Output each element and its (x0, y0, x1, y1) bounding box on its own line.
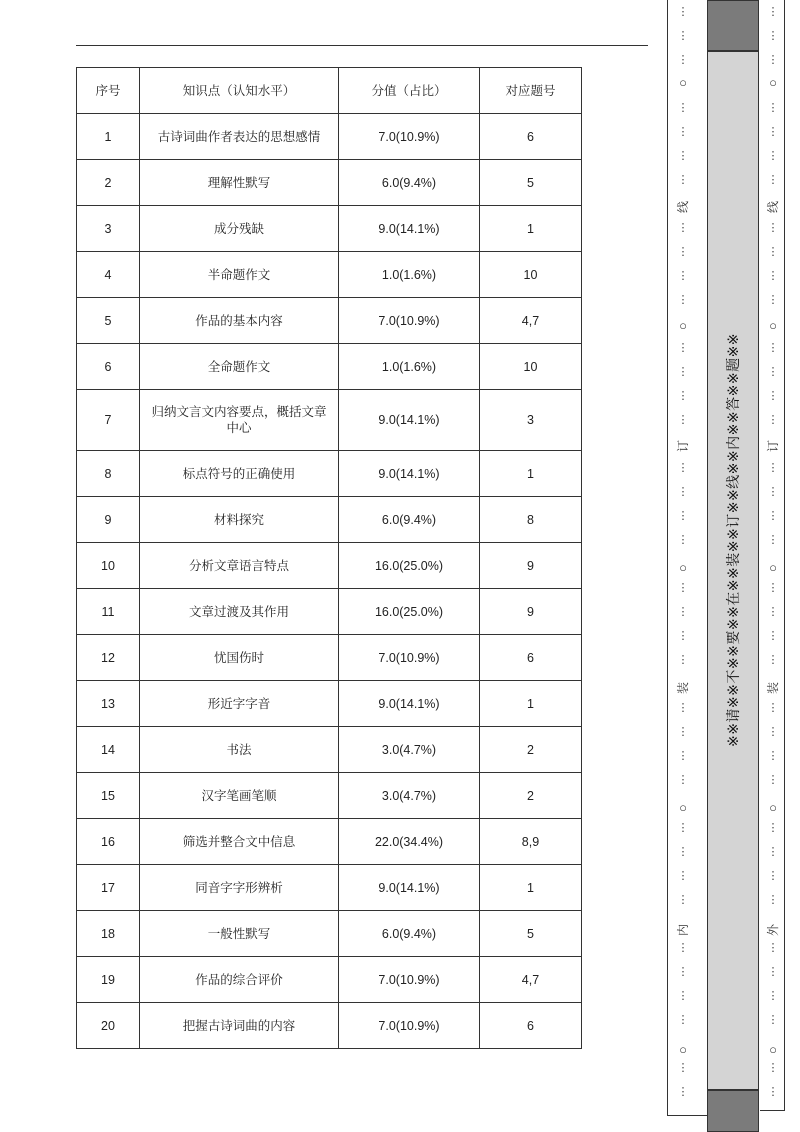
cell-score: 3.0(4.7%) (339, 773, 480, 819)
binding-dot-mark: ⋮ (677, 750, 689, 762)
table-row (77, 344, 582, 390)
binding-dot-mark: ⋮ (677, 366, 689, 378)
binding-dot-mark: ⋮ (767, 990, 779, 1002)
cell-topic: 理解性默写 (140, 160, 339, 206)
cell-no: 3 (77, 206, 140, 252)
cell-items: 1 (480, 451, 582, 497)
binding-block-bottom (707, 1090, 759, 1132)
cell-topic: 把握古诗词曲的内容 (140, 1003, 339, 1049)
binding-word-outside: 外 (766, 924, 780, 937)
binding-dot-mark: ⋮ (767, 1014, 779, 1026)
cell-items: 4,7 (480, 957, 582, 1003)
binding-circle-mark: ○ (769, 800, 777, 815)
binding-dot-mark: ⋮ (767, 222, 779, 234)
binding-dot-mark: ⋮ (767, 630, 779, 642)
binding-dot-mark: ⋮ (677, 126, 689, 138)
cell-topic: 全命题作文 (140, 344, 339, 390)
binding-dot-mark: ⋮ (677, 726, 689, 738)
table-row (77, 635, 582, 681)
cell-score: 9.0(14.1%) (339, 681, 480, 727)
binding-dot-mark: ⋮ (677, 6, 689, 18)
binding-dot-mark: ⋮ (767, 606, 779, 618)
cell-no: 15 (77, 773, 140, 819)
table-header-row (77, 68, 582, 114)
binding-dot-mark: ⋮ (767, 774, 779, 786)
cell-score: 1.0(1.6%) (339, 344, 480, 390)
cell-topic: 成分残缺 (140, 206, 339, 252)
cell-topic: 文章过渡及其作用 (140, 589, 339, 635)
cell-items: 1 (480, 865, 582, 911)
cell-no: 4 (77, 252, 140, 298)
table-row (77, 114, 582, 160)
cell-no: 1 (77, 114, 140, 160)
binding-dot-mark: ⋮ (677, 630, 689, 642)
cell-items: 3 (480, 390, 582, 451)
cell-score: 7.0(10.9%) (339, 114, 480, 160)
table-row (77, 727, 582, 773)
binding-dot-mark: ⋮ (767, 462, 779, 474)
cell-items: 1 (480, 206, 582, 252)
cell-items: 10 (480, 252, 582, 298)
binding-block-top (707, 0, 759, 51)
cell-score: 1.0(1.6%) (339, 252, 480, 298)
cell-items: 8 (480, 497, 582, 543)
binding-circle-mark: ○ (769, 75, 777, 90)
table-row (77, 497, 582, 543)
binding-dot-mark: ⋮ (767, 726, 779, 738)
cell-items: 10 (480, 344, 582, 390)
knowledge-table (76, 67, 582, 1049)
binding-dot-mark: ⋮ (677, 894, 689, 906)
binding-dot-mark: ⋮ (767, 390, 779, 402)
cell-no: 10 (77, 543, 140, 589)
cell-score: 7.0(10.9%) (339, 635, 480, 681)
binding-word-bind: 订 (676, 440, 690, 453)
binding-dot-mark: ⋮ (767, 126, 779, 138)
cell-score: 6.0(9.4%) (339, 911, 480, 957)
cell-no: 8 (77, 451, 140, 497)
binding-dot-mark: ⋮ (677, 534, 689, 546)
cell-no: 17 (77, 865, 140, 911)
binding-word-mount: 装 (766, 682, 780, 695)
binding-dot-mark: ⋮ (767, 246, 779, 258)
cell-topic: 分析文章语言特点 (140, 543, 339, 589)
binding-dot-mark: ⋮ (677, 606, 689, 618)
binding-dot-mark: ⋮ (677, 822, 689, 834)
binding-dot-mark: ⋮ (677, 54, 689, 66)
binding-dot-mark: ⋮ (767, 486, 779, 498)
binding-dot-mark: ⋮ (767, 102, 779, 114)
binding-dot-mark: ⋮ (767, 6, 779, 18)
cell-no: 20 (77, 1003, 140, 1049)
binding-word-mount: 装 (676, 682, 690, 695)
cell-topic: 作品的基本内容 (140, 298, 339, 344)
binding-dot-mark: ⋮ (677, 654, 689, 666)
binding-dot-mark: ⋮ (677, 582, 689, 594)
cell-score: 6.0(9.4%) (339, 160, 480, 206)
cell-no: 12 (77, 635, 140, 681)
table-row (77, 957, 582, 1003)
binding-dot-mark: ⋮ (677, 222, 689, 234)
binding-dot-mark: ⋮ (677, 150, 689, 162)
binding-dot-mark: ⋮ (677, 942, 689, 954)
header-rule (76, 45, 648, 46)
cell-items: 5 (480, 911, 582, 957)
binding-word-line: 线 (766, 201, 780, 214)
binding-circle-mark: ○ (769, 1042, 777, 1057)
cell-topic: 归纳文言文内容要点，概括文章中心 (140, 390, 339, 451)
binding-dot-mark: ⋮ (677, 486, 689, 498)
binding-dot-mark: ⋮ (677, 102, 689, 114)
cell-items: 8,9 (480, 819, 582, 865)
binding-marks-inner (673, 0, 693, 1132)
table-row (77, 819, 582, 865)
cell-items: 4,7 (480, 298, 582, 344)
binding-dot-mark: ⋮ (767, 174, 779, 186)
cell-topic: 筛选并整合文中信息 (140, 819, 339, 865)
cell-topic: 一般性默写 (140, 911, 339, 957)
cell-topic: 古诗词曲作者表达的思想感情 (140, 114, 339, 160)
cell-score: 7.0(10.9%) (339, 1003, 480, 1049)
cell-no: 16 (77, 819, 140, 865)
binding-dot-mark: ⋮ (677, 1062, 689, 1074)
binding-dot-mark: ⋮ (767, 942, 779, 954)
cell-score: 9.0(14.1%) (339, 451, 480, 497)
cell-score: 3.0(4.7%) (339, 727, 480, 773)
binding-dot-mark: ⋮ (767, 414, 779, 426)
binding-dot-mark: ⋮ (677, 1086, 689, 1098)
binding-dot-mark: ⋮ (677, 990, 689, 1002)
binding-dot-mark: ⋮ (767, 270, 779, 282)
cell-score: 16.0(25.0%) (339, 543, 480, 589)
cell-items: 5 (480, 160, 582, 206)
cell-no: 18 (77, 911, 140, 957)
binding-word-bind: 订 (766, 440, 780, 453)
cell-items: 6 (480, 114, 582, 160)
binding-dot-mark: ⋮ (677, 966, 689, 978)
cell-topic: 书法 (140, 727, 339, 773)
binding-dot-mark: ⋮ (767, 870, 779, 882)
table-row (77, 160, 582, 206)
cell-items: 1 (480, 681, 582, 727)
cell-no: 7 (77, 390, 140, 451)
binding-dot-mark: ⋮ (767, 342, 779, 354)
cell-score: 16.0(25.0%) (339, 589, 480, 635)
binding-dot-mark: ⋮ (767, 1086, 779, 1098)
no-answer-warning: ※※请※※不※※要※※在※※装※※订※※线※※内※※答※※题※※ (725, 332, 741, 748)
binding-dot-mark: ⋮ (767, 702, 779, 714)
table-row (77, 298, 582, 344)
header-items: 对应题号 (480, 68, 582, 114)
binding-dot-mark: ⋮ (677, 870, 689, 882)
cell-no: 13 (77, 681, 140, 727)
binding-circle-mark: ○ (679, 800, 687, 815)
table-row (77, 911, 582, 957)
cell-score: 22.0(34.4%) (339, 819, 480, 865)
binding-dot-mark: ⋮ (677, 342, 689, 354)
cell-no: 2 (77, 160, 140, 206)
cell-topic: 形近字字音 (140, 681, 339, 727)
cell-items: 9 (480, 543, 582, 589)
cell-items: 6 (480, 1003, 582, 1049)
cell-topic: 材料探究 (140, 497, 339, 543)
binding-dot-mark: ⋮ (677, 246, 689, 258)
binding-dot-mark: ⋮ (677, 510, 689, 522)
table-row (77, 543, 582, 589)
table-row (77, 865, 582, 911)
cell-score: 9.0(14.1%) (339, 865, 480, 911)
cell-topic: 作品的综合评价 (140, 957, 339, 1003)
cell-topic: 忧国伤时 (140, 635, 339, 681)
binding-circle-mark: ○ (679, 1042, 687, 1057)
binding-dot-mark: ⋮ (677, 294, 689, 306)
binding-word-line: 线 (676, 201, 690, 214)
table-row (77, 589, 582, 635)
binding-dot-mark: ⋮ (767, 750, 779, 762)
cell-topic: 同音字字形辨析 (140, 865, 339, 911)
binding-marks-outer (763, 0, 783, 1132)
cell-items: 9 (480, 589, 582, 635)
header-topic: 知识点（认知水平） (140, 68, 339, 114)
cell-no: 11 (77, 589, 140, 635)
cell-no: 14 (77, 727, 140, 773)
binding-dot-mark: ⋮ (677, 30, 689, 42)
binding-dot-mark: ⋮ (677, 270, 689, 282)
cell-items: 2 (480, 773, 582, 819)
binding-dot-mark: ⋮ (677, 1014, 689, 1026)
binding-dot-mark: ⋮ (677, 846, 689, 858)
binding-dot-mark: ⋮ (677, 702, 689, 714)
binding-dot-mark: ⋮ (677, 462, 689, 474)
cell-items: 2 (480, 727, 582, 773)
binding-dot-mark: ⋮ (767, 966, 779, 978)
binding-line-outer (784, 0, 785, 1111)
binding-dot-mark: ⋮ (767, 846, 779, 858)
cell-score: 6.0(9.4%) (339, 497, 480, 543)
binding-dot-mark: ⋮ (767, 54, 779, 66)
binding-dot-mark: ⋮ (767, 822, 779, 834)
cell-score: 9.0(14.1%) (339, 390, 480, 451)
table-row (77, 252, 582, 298)
table-row (77, 681, 582, 727)
binding-dot-mark: ⋮ (767, 510, 779, 522)
binding-line-inner (667, 0, 668, 1116)
binding-circle-mark: ○ (769, 318, 777, 333)
table-row (77, 390, 582, 451)
cell-topic: 半命题作文 (140, 252, 339, 298)
binding-word-inside: 内 (676, 924, 690, 937)
binding-dot-mark: ⋮ (767, 654, 779, 666)
cell-score: 7.0(10.9%) (339, 298, 480, 344)
binding-dot-mark: ⋮ (767, 150, 779, 162)
cell-topic: 标点符号的正确使用 (140, 451, 339, 497)
cell-topic: 汉字笔画笔顺 (140, 773, 339, 819)
binding-dot-mark: ⋮ (767, 582, 779, 594)
cell-no: 9 (77, 497, 140, 543)
binding-dot-mark: ⋮ (677, 774, 689, 786)
header-no: 序号 (77, 68, 140, 114)
binding-margin (667, 0, 800, 1132)
cell-no: 6 (77, 344, 140, 390)
table-row (77, 451, 582, 497)
binding-dot-mark: ⋮ (677, 390, 689, 402)
binding-circle-mark: ○ (679, 75, 687, 90)
binding-dot-mark: ⋮ (767, 30, 779, 42)
cell-items: 6 (480, 635, 582, 681)
cell-score: 9.0(14.1%) (339, 206, 480, 252)
binding-dot-mark: ⋮ (767, 366, 779, 378)
binding-circle-mark: ○ (679, 560, 687, 575)
binding-dot-mark: ⋮ (767, 534, 779, 546)
cell-no: 19 (77, 957, 140, 1003)
binding-dot-mark: ⋮ (767, 1062, 779, 1074)
binding-circle-mark: ○ (769, 560, 777, 575)
table-row (77, 773, 582, 819)
cell-no: 5 (77, 298, 140, 344)
header-score: 分值（占比） (339, 68, 480, 114)
binding-dot-mark: ⋮ (677, 414, 689, 426)
binding-dot-mark: ⋮ (767, 294, 779, 306)
table-row (77, 1003, 582, 1049)
cell-score: 7.0(10.9%) (339, 957, 480, 1003)
binding-circle-mark: ○ (679, 318, 687, 333)
binding-dot-mark: ⋮ (677, 174, 689, 186)
binding-dot-mark: ⋮ (767, 894, 779, 906)
table-row (77, 206, 582, 252)
